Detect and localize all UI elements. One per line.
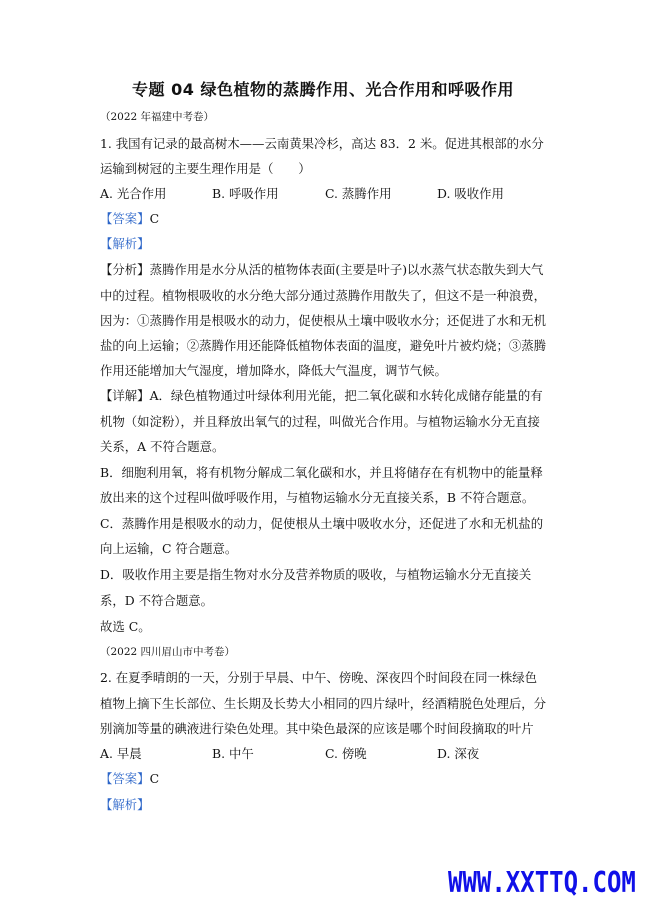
q2-source: （2022 四川眉山市中考卷） (100, 646, 236, 658)
q2-jiexi-tag: 【解析】 (100, 797, 150, 812)
answer-tag: 【答案】 (100, 771, 150, 786)
q1-detail-line-7: 向上运输，C 符合题意。 (100, 541, 238, 556)
q1-analysis-line-5: 作用还能增加大气湿度，增加降水，降低大气温度，调节气候。 (100, 363, 447, 378)
q2-answer (100, 772, 159, 786)
answer-value: C (149, 211, 160, 226)
q1-detail-line-4: B．细胞利用氧，将有机物分解成二氧化碳和水，并且将储存在有机物中的能量释 (100, 465, 543, 480)
q2-option-d: D. 深夜 (437, 746, 480, 761)
analysis-tag: 【分析】 (100, 262, 150, 277)
q1-analysis-line-1 (100, 263, 543, 277)
watermark: WWW.XXTTQ.COM (448, 866, 636, 900)
q1-stem-line-2: 运输到树冠的主要生理作用是（ ） (100, 161, 311, 176)
q2-option-a: A. 早晨 (100, 746, 142, 761)
detail-tag: 【详解】 (100, 388, 150, 403)
q1-source: （2022 年福建中考卷） (100, 111, 215, 123)
q1-detail-line-9: 系，D 不符合题意。 (100, 593, 213, 608)
q1-analysis-line-2: 中的过程。植物根吸收的水分绝大部分通过蒸腾作用散失了，但这不是一种浪费， (100, 288, 547, 303)
answer-tag: 【答案】 (100, 211, 150, 226)
q1-detail-line-5: 放出来的这个过程叫做呼吸作用，与植物运输水分无直接关系，B 不符合题意。 (100, 490, 535, 505)
q1-detail-line-2: 机物（如淀粉），并且释放出氧气的过程，叫做光合作用。与植物运输水分无直接 (100, 414, 540, 429)
q1-stem-line-1: 1. 我国有记录的最高树木——云南黄果冷杉，高达 83．2 米。促进其根部的水分 (100, 136, 544, 151)
q1-detail-line-6: C．蒸腾作用是根吸水的动力，促使根从土壤中吸收水分，还促进了水和无机盐的 (100, 516, 544, 531)
q1-option-a: A. 光合作用 (100, 186, 167, 201)
q1-conclusion: 故选 C。 (100, 619, 151, 634)
page-title: 专题 04 绿色植物的蒸腾作用、光合作用和呼吸作用 (132, 80, 514, 99)
q2-option-b: B. 中午 (212, 746, 254, 761)
q1-detail-line-3: 关系，A 不符合题意。 (100, 439, 225, 454)
q1-option-b: B. 呼吸作用 (212, 186, 279, 201)
q1-jiexi-tag: 【解析】 (100, 236, 150, 251)
q1-detail-line-8: D．吸收作用主要是指生物对水分及营养物质的吸收，与植物运输水分无直接关 (100, 567, 532, 582)
q1-option-c: C. 蒸腾作用 (325, 186, 392, 201)
q1-answer (100, 212, 159, 226)
q1-analysis-line-3: 因为：①蒸腾作用是根吸水的动力，促使根从土壤中吸收水分；还促进了水和无机 (100, 313, 547, 328)
q2-option-c: C. 傍晚 (325, 746, 367, 761)
q1-detail-line-1 (100, 389, 543, 403)
detail-text: A．绿色植物通过叶绿体利用光能，把二氧化碳和水转化成储存能量的有 (149, 388, 543, 403)
q2-stem-line-3: 别滴加等量的碘液进行染色处理。其中染色最深的应该是哪个时间段摘取的叶片 (100, 721, 534, 736)
q2-stem-line-2: 植物上摘下生长部位、生长期及长势大小相同的四片绿叶，经酒精脱色处理后，分 (100, 696, 547, 711)
q1-analysis-line-4: 盐的向上运输；②蒸腾作用还能降低植物体表面的温度，避免叶片被灼烧；③蒸腾 (100, 338, 547, 353)
q2-stem-line-1: 2. 在夏季晴朗的一天，分别于早晨、中午、傍晚、深夜四个时间段在同一株绿色 (100, 670, 538, 685)
answer-value: C (149, 771, 160, 786)
q1-option-d: D. 吸收作用 (437, 186, 504, 201)
analysis-text: 蒸腾作用是水分从活的植物体表面(主要是叶子)以水蒸气状态散失到大气 (149, 262, 544, 277)
